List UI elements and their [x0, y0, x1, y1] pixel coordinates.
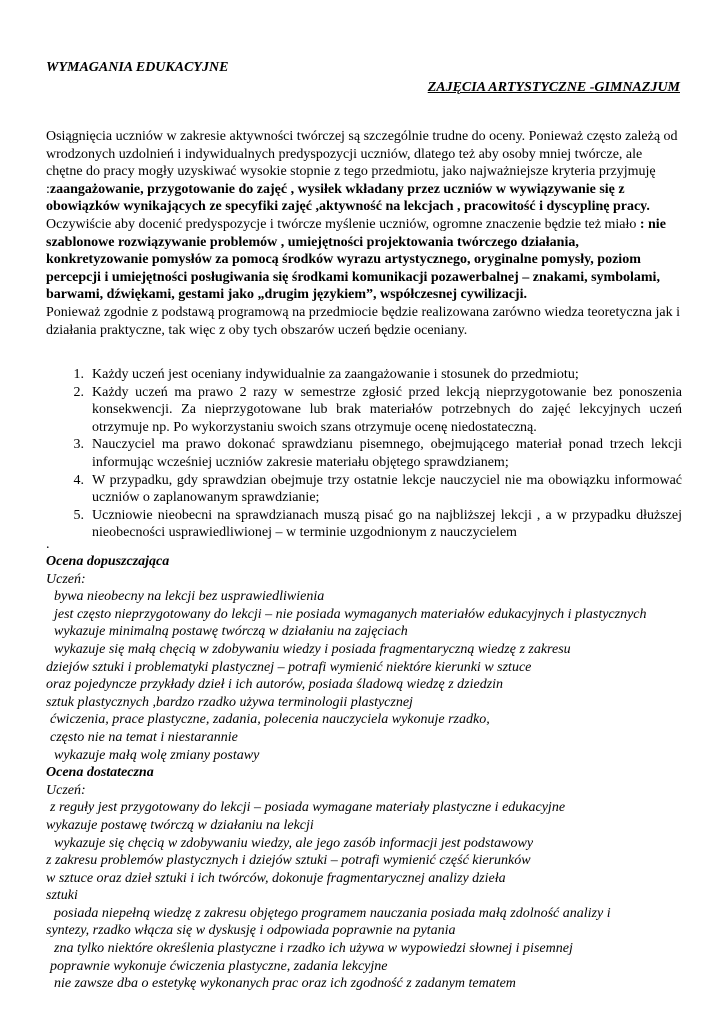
student-label: Uczeń: [46, 571, 86, 587]
grade-criteria [46, 553, 686, 993]
grade-heading-dostateczna: Ocena dostateczna [46, 765, 154, 781]
intro-p1-bold: zaangażowanie, przygotowanie do zajęć , wysiłek wkładany przez uczniów w wywiązywanie się z obowiązków wynikających ze specyfiki zajęć ,aktywność na lekcjach , pracowitość i dyscyplinę pracy. [46, 181, 650, 215]
intro-paragraph-2 [46, 216, 682, 304]
intro-p2-bold: nie szablonowe rozwiązywanie problemów , umiejętności projektowania twórczego działania, konkretyzowanie pomysłów za pomocą środków wyrazu artystycznego, oryginalne pomysły, poziom percepcji i umiejętności posługiwania się środkami komunikacji pozawerbalnej – znakami, symbolami, barwami, dźwiękami, gestami jako „drugim językiem”, współczesnej cywilizacji. [46, 216, 666, 303]
criteria-line: wykazuje postawę twórczą w działaniu na lekcji [46, 817, 314, 833]
document-subtitle: ZAJĘCIA ARTYSTYCZNE -GIMNAZJUM [427, 80, 680, 95]
separator-dot: . [46, 537, 50, 552]
criteria-line: nie zawsze dba o estetykę wykonanych prac oraz ich zgodność z zadanym tematem [54, 976, 516, 992]
rules-list [46, 366, 682, 542]
criteria-line: wykazuje minimalną postawę twórczą w działaniu na zajęciach [54, 624, 408, 640]
list-item-text: Każdy uczeń jest oceniany indywidualnie za zaangażowanie i stosunek do przedmiotu; [92, 367, 579, 382]
criteria-line: wykazuje się chęcią w zdobywaniu wiedzy, ale jego zasób informacji jest podstawowy [54, 835, 534, 851]
criteria-line: syntezy, rzadko włącza się w dyskusję i odpowiada poprawnie na pytania [46, 923, 456, 939]
list-item [46, 436, 682, 471]
list-item-text: Nauczyciel ma prawo dokonać sprawdzianu pisemnego, obejmującego materiał ponad trzech lekcji informując wcześniej uczniów zakresie materiału objętego sprawdzianem; [92, 437, 682, 470]
criteria-line: oraz pojedyncze przykłady dzieł i ich autorów, posiada śladową wiedzę z dziedzin [46, 677, 504, 693]
list-item-text: Każdy uczeń ma prawo 2 razy w semestrze zgłosić przed lekcją nieprzygotowanie bez ponoszenia konsekwencji. Za nieprzygotowane lub brak materiałów potrzebnych do zajęć lekcyjnych uczeń otrzymuje np. Po wykorzystaniu swoich szans otrzymuje ocenę niedostateczną. [92, 384, 682, 435]
intro-p2-colon: : [639, 216, 645, 232]
criteria-line: z zakresu problemów plastycznych i dziejów sztuki – potrafi wymienić część kierunków [46, 853, 531, 869]
criteria-line: wykazuje małą wolę zmiany postawy [54, 747, 260, 763]
list-item [46, 507, 682, 542]
intro-p2-text: Oczywiście aby docenić predyspozycje i twórcze myślenie uczniów, ogromne znaczenie będzie też miało [46, 216, 640, 232]
intro-paragraph-3: Ponieważ zgodnie z podstawą programową na przedmiocie będzie realizowana zarówno wiedza teoretyczna jak i działania praktyczne, tak więc z oby tych obszarów uczeń będzie oceniany. [46, 304, 680, 338]
criteria-line: zna tylko niektóre określenia plastyczne i rzadko ich używa w wypowiedzi słownej i pisemnej [54, 941, 573, 957]
list-item [46, 384, 682, 437]
list-item [46, 366, 682, 384]
intro-section [46, 128, 682, 339]
criteria-line: z reguły jest przygotowany do lekcji – posiada wymagane materiały plastyczne i edukacyjne [50, 800, 566, 816]
criteria-line: często nie na temat i niestarannie [50, 729, 238, 745]
criteria-line: dziejów sztuki i problematyki plastycznej – potrafi wymienić niektóre kierunki w sztuce [46, 659, 532, 675]
criteria-line: posiada niepełną wiedzę z zakresu objętego programem nauczania posiada małą zdolność analizy i [54, 905, 611, 921]
list-item-number: 2. [73, 384, 84, 400]
criteria-line: sztuki [46, 888, 78, 904]
grade-heading-dopuszczajaca: Ocena dopuszczająca [46, 554, 170, 569]
list-item-number: 4. [73, 472, 84, 488]
intro-p1-text: Osiągnięcia uczniów w zakresie aktywności twórczej są szczególnie trudne do oceny. Ponieważ często zależą od wrodzonych uzdolnień i indywidualnych predyspozycji uczniów, dlatego też aby osoby mniej twórcze, ale chętne do pracy mogły uzyskiwać wysokie stopnie z tego przedmiotu, jako najważniejsze kryteria przyjmuję : [46, 129, 678, 197]
criteria-line: bywa nieobecny na lekcji bez usprawiedliwienia [54, 589, 325, 605]
criteria-line: w sztuce oraz dzieł sztuki i ich twórców, dokonuje fragmentarycznej analizy dzieła [46, 870, 506, 886]
document-title: WYMAGANIA EDUKACYJNE [46, 60, 229, 75]
student-label: Uczeń: [46, 782, 86, 798]
criteria-line: wykazuje się małą chęcią w zdobywaniu wiedzy i posiada fragmentaryczną wiedzę z zakresu [54, 641, 571, 657]
list-item-number: 3. [73, 437, 84, 453]
criteria-line: poprawnie wykonuje ćwiczenia plastyczne, zadania lekcyjne [50, 958, 388, 974]
criteria-line: sztuk plastycznych ,bardzo rzadko używa terminologii plastycznej [46, 694, 413, 710]
criteria-line: ćwiczenia, prace plastyczne, zadania, polecenia nauczyciela wykonuje rzadko, [50, 712, 490, 728]
list-item-text: Uczniowie nieobecni na sprawdzianach muszą pisać go na najbliższej lekcji , a w przypadku dłuższej nieobecności usprawiedliwionej – w terminie uzgodnionym z nauczycielem [92, 507, 682, 541]
list-item [46, 472, 682, 507]
list-item-number: 1. [73, 367, 84, 382]
list-item-number: 5. [73, 507, 84, 523]
intro-paragraph-1 [46, 128, 682, 216]
list-item-text: W przypadku, gdy sprawdzian obejmuje trzy ostatnie lekcje nauczyciel nie ma obowiązku informować uczniów o zaplanowanym sprawdzianie; [92, 472, 682, 506]
criteria-line: jest często nieprzygotowany do lekcji – nie posiada wymaganych materiałów edukacyjnych i plastycznych [54, 606, 647, 622]
